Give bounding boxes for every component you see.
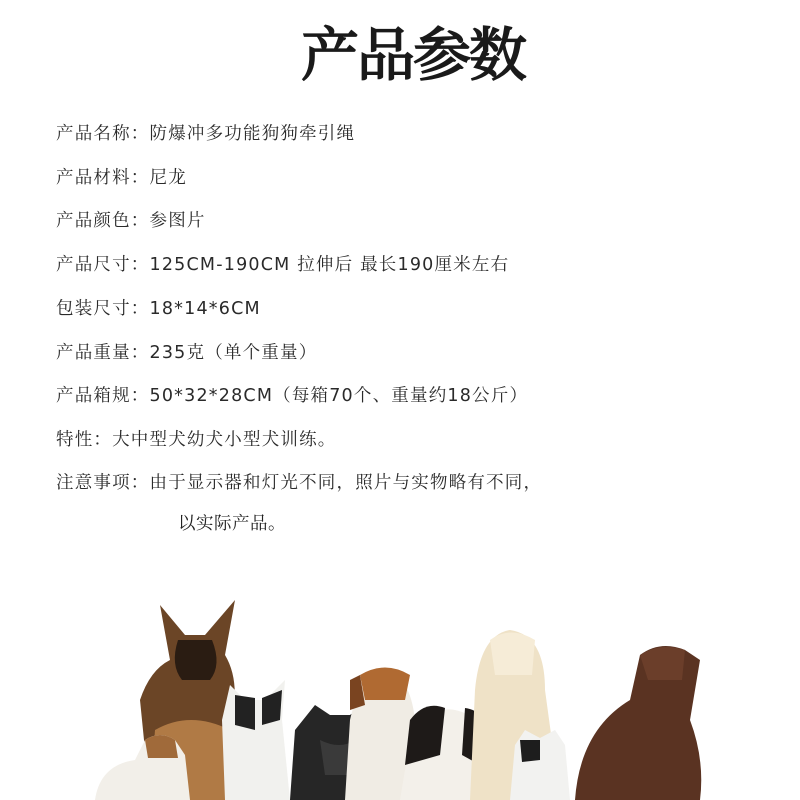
spec-notice-continued: 以实际产品。	[178, 514, 286, 534]
boston-terrier-dog	[510, 730, 570, 800]
french-bulldog-white	[222, 680, 290, 800]
spec-carton: 产品箱规：50*32*28CM（每箱70个、重量约18公斤）	[56, 386, 529, 406]
dogs-photo	[0, 580, 800, 800]
spec-color: 产品颜色：参图片	[56, 211, 206, 231]
spec-size: 产品尺寸：125CM-190CM 拉伸后 最长190厘米左右	[56, 255, 510, 275]
chocolate-labrador-dog	[575, 646, 701, 800]
spec-weight: 产品重量：235克（单个重量）	[56, 343, 318, 363]
spec-notice: 注意事项：由于显示器和灯光不同，照片与实物略有不同，	[56, 473, 543, 493]
jack-russell-dog	[95, 735, 190, 800]
spec-feature: 特性：大中型犬幼犬小型犬训练。	[56, 430, 337, 450]
page-title: 产品参数	[300, 21, 525, 89]
spec-product-name: 产品名称：防爆冲多功能狗狗牵引绳	[56, 124, 356, 144]
spec-package-size: 包装尺寸：18*14*6CM	[56, 299, 261, 319]
spec-material: 产品材料：尼龙	[56, 168, 187, 188]
